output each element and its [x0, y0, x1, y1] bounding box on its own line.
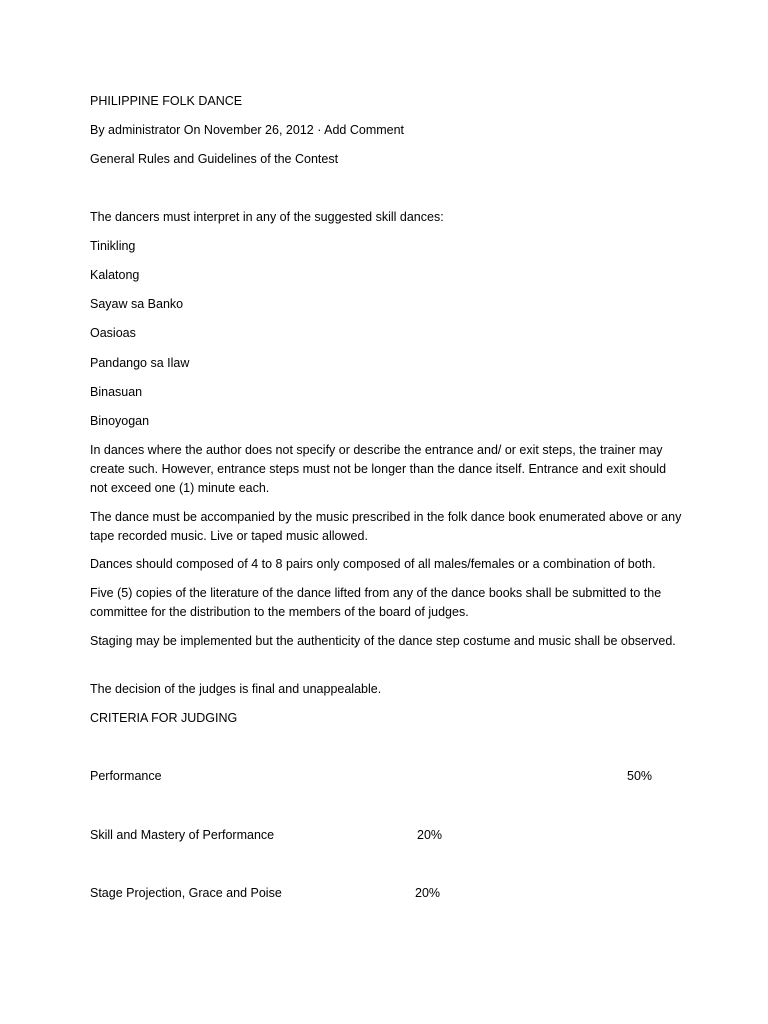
byline: By administrator On November 26, 2012 · Add Comment — [90, 123, 405, 137]
rule-paragraph: In dances where the author does not specify or describe the entrance and/ or exit steps, the trainer may create such. However, entrance steps must not be longer than the dance itself. Entrance and exit should not exceed one (1) minute each. — [90, 443, 667, 495]
criteria-row — [90, 884, 690, 903]
criteria-value: 20% — [417, 828, 443, 842]
criteria-heading: CRITERIA FOR JUDGING — [90, 711, 238, 725]
rule-paragraph: Dances should composed of 4 to 8 pairs only composed of all males/females or a combination of both. — [90, 557, 656, 571]
rule-paragraph: The dance must be accompanied by the music prescribed in the folk dance book enumerated above or any tape recorded music. Live or taped music allowed. — [90, 510, 682, 543]
document-page — [90, 0, 690, 1024]
criteria-label: Skill and Mastery of Performance — [90, 828, 275, 842]
list-item: Oasioas — [90, 326, 136, 340]
criteria-value: 20% — [415, 886, 441, 900]
criteria-value: 50% — [627, 769, 653, 783]
list-item: Sayaw sa Banko — [90, 297, 184, 311]
subtitle: General Rules and Guidelines of the Contest — [90, 152, 339, 166]
criteria-label: Stage Projection, Grace and Poise — [90, 886, 282, 900]
list-item: Tinikling — [90, 239, 136, 253]
criteria-row — [90, 767, 690, 786]
list-item: Binoyogan — [90, 414, 150, 428]
criteria-row — [90, 826, 690, 845]
list-item: Kalatong — [90, 268, 140, 282]
rule-paragraph: The decision of the judges is final and unappealable. — [90, 682, 382, 696]
rule-paragraph: Staging may be implemented but the authenticity of the dance step costume and music shall be observed. — [90, 634, 676, 648]
rule-paragraph: Five (5) copies of the literature of the dance lifted from any of the dance books shall be submitted to the committee for the distribution to the members of the board of judges. — [90, 586, 662, 619]
list-item: Pandango sa Ilaw — [90, 356, 190, 370]
intro-text: The dancers must interpret in any of the suggested skill dances: — [90, 210, 444, 224]
list-item: Binasuan — [90, 385, 143, 399]
document-title: PHILIPPINE FOLK DANCE — [90, 94, 243, 108]
criteria-label: Performance — [90, 769, 162, 783]
